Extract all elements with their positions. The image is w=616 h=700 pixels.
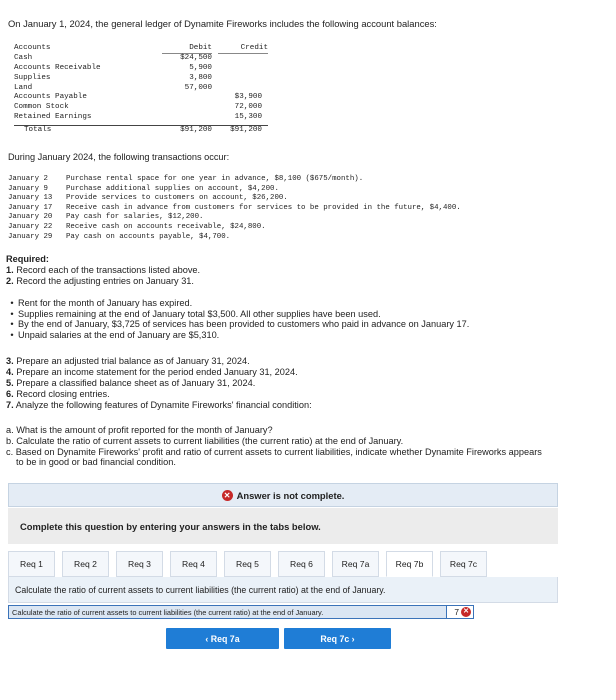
ledger-debit: 3,800 <box>189 73 212 82</box>
required-section <box>6 254 200 287</box>
transaction-row <box>8 194 461 204</box>
ledger-debit <box>162 103 212 113</box>
required-item <box>6 378 312 389</box>
ledger-debit <box>162 113 212 123</box>
adjustment-bullets <box>6 298 469 340</box>
required-num: 2. <box>6 276 14 286</box>
ledger-row <box>14 103 268 113</box>
ledger-table <box>14 44 268 135</box>
transaction-text: Receive cash in advance from customers for services to be provided in the future, $4,400. <box>66 203 461 212</box>
ledger-credit: 72,000 <box>234 103 262 112</box>
required-item <box>6 276 200 287</box>
ledger-row <box>14 84 268 94</box>
ledger-row <box>14 54 268 64</box>
transaction-date: January 22 <box>8 222 53 231</box>
ledger-row <box>14 113 268 123</box>
transactions-intro: During January 2024, the following transactions occur: <box>8 152 230 162</box>
ledger-header-credit: Credit <box>218 44 268 54</box>
required-heading: Required: <box>6 254 49 264</box>
current-ratio-input[interactable] <box>447 606 473 618</box>
ledger-row <box>14 93 268 103</box>
analyze-questions <box>6 425 542 468</box>
transaction-text: Purchase rental space for one year in advance, $8,100 ($675/month). <box>66 175 364 183</box>
tab-req-7c[interactable]: Req 7c <box>440 551 487 577</box>
tab-req-5[interactable]: Req 5 <box>224 551 271 577</box>
ledger-credit <box>212 54 262 64</box>
ledger-account-name: Cash <box>14 53 33 62</box>
required-text: Record closing entries. <box>16 389 110 399</box>
tab-req-3[interactable]: Req 3 <box>116 551 163 577</box>
answer-status-banner <box>8 483 558 507</box>
ledger-credit <box>212 84 262 94</box>
answer-status-text: Answer is not complete. <box>236 489 345 501</box>
transaction-date: January 29 <box>8 232 53 241</box>
bullet-item: • Rent for the month of January has expired. <box>10 298 193 308</box>
ledger-credit <box>212 64 262 74</box>
transaction-text: Purchase additional supplies on account, $4,200. <box>66 184 279 193</box>
ledger-totals-label: Totals <box>24 126 52 135</box>
transaction-date: January 20 <box>8 213 53 222</box>
required-item <box>6 389 312 400</box>
transaction-row <box>8 185 461 195</box>
ledger-totals-debit: $91,200 <box>180 126 212 135</box>
tab-req-4[interactable]: Req 4 <box>170 551 217 577</box>
ledger-totals-credit: $91,200 <box>230 126 262 135</box>
required-text: Prepare an adjusted trial balance as of January 31, 2024. <box>16 356 250 366</box>
tab-req-6[interactable]: Req 6 <box>278 551 325 577</box>
answer-row <box>8 605 474 619</box>
required-text: Record each of the transactions listed above. <box>16 265 201 275</box>
transaction-row <box>8 204 461 214</box>
ledger-header-accounts: Accounts <box>14 44 51 52</box>
ledger-row <box>14 74 268 84</box>
ledger-totals-row <box>14 125 268 135</box>
tab-req-7a[interactable]: Req 7a <box>332 551 379 577</box>
transaction-text: Provide services to customers on account, $26,200. <box>66 194 288 203</box>
tab-req-1[interactable]: Req 1 <box>8 551 55 577</box>
analyze-a: a. What is the amount of profit reported for the month of January? <box>6 425 273 435</box>
bullet-text: Rent for the month of January has expired. <box>18 298 193 308</box>
required-num: 6. <box>6 389 14 399</box>
required-item <box>6 265 200 276</box>
required-more <box>6 356 312 411</box>
required-text: Analyze the following features of Dynamite Fireworks' financial condition: <box>15 400 312 410</box>
required-num: 4. <box>6 367 14 377</box>
next-req-button[interactable]: Req 7c › <box>284 628 391 649</box>
incorrect-icon: ✕ <box>461 607 471 617</box>
required-item <box>6 356 312 367</box>
bullet-item: • Unpaid salaries at the end of January are $5,310. <box>10 329 220 340</box>
ledger-row <box>14 64 268 74</box>
ledger-account-name: Common Stock <box>14 103 69 112</box>
transaction-text: Pay cash on accounts payable, $4,700. <box>66 232 231 241</box>
transaction-row <box>8 213 461 223</box>
ledger-header <box>14 44 268 54</box>
required-num: 7. <box>6 400 14 410</box>
ledger-debit: 57,000 <box>184 83 212 92</box>
ledger-credit: 15,300 <box>234 113 262 122</box>
bullet-item: • By the end of January, $3,725 of services has been provided to customers who paid in advance on January 17. <box>10 319 470 330</box>
ledger-debit: 5,900 <box>189 63 212 72</box>
req-tabs <box>8 551 558 577</box>
transaction-row <box>8 223 461 233</box>
ledger-account-name: Accounts Payable <box>14 93 87 102</box>
panel-title: Calculate the ratio of current assets to current liabilities (the current ratio) at the end of January. <box>15 584 386 595</box>
transaction-date: January 17 <box>8 203 53 212</box>
required-text: Prepare a classified balance sheet as of January 31, 2024. <box>16 378 256 388</box>
answer-value: 7 <box>454 607 459 617</box>
prev-req-button[interactable]: ‹ Req 7a <box>166 628 279 649</box>
analyze-c: c. Based on Dynamite Fireworks' profit and ratio of current assets to current liabilities, indicate whether Dynamite Fireworks appears <box>6 446 542 457</box>
ledger-debit <box>162 93 212 103</box>
intro-text: On January 1, 2024, the general ledger of Dynamite Fireworks includes the following account balances: <box>8 18 437 29</box>
bullet-text: By the end of January, $3,725 of services has been provided to customers who paid in advance on January 17. <box>18 319 470 330</box>
tab-req-2[interactable]: Req 2 <box>62 551 109 577</box>
bullet-text: Unpaid salaries at the end of January are $5,310. <box>18 329 220 340</box>
bullet-item: • Supplies remaining at the end of January total $3,500. All other supplies have been used. <box>10 308 381 319</box>
ledger-credit <box>212 74 262 84</box>
analyze-b: b. Calculate the ratio of current assets to current liabilities (the current ratio) at the end of January. <box>6 435 404 446</box>
required-num: 3. <box>6 356 14 366</box>
required-num: 5. <box>6 378 14 388</box>
tab-req-7b[interactable]: Req 7b <box>386 551 433 577</box>
bullet-text: Supplies remaining at the end of January total $3,500. All other supplies have been used. <box>18 308 381 319</box>
required-text: Prepare an income statement for the period ended January 31, 2024. <box>16 367 298 377</box>
ledger-account-name: Land <box>14 83 33 92</box>
tab-panel-header <box>8 577 558 603</box>
transaction-text: Pay cash for salaries, $12,200. <box>66 213 204 222</box>
ledger-header-debit: Debit <box>162 44 212 54</box>
required-num: 1. <box>6 265 14 275</box>
ledger-credit: $3,900 <box>234 93 262 102</box>
required-item <box>6 400 312 411</box>
transaction-row <box>8 233 461 243</box>
error-icon: ✕ <box>222 490 233 501</box>
required-text: Record the adjusting entries on January 31. <box>16 276 194 286</box>
transactions-list <box>8 175 461 242</box>
ledger-account-name: Supplies <box>14 73 51 82</box>
transaction-date: January 13 <box>8 194 53 203</box>
analyze-c-continued: to be in good or bad financial condition. <box>16 457 176 468</box>
transaction-row <box>8 175 461 185</box>
required-item <box>6 367 312 378</box>
ledger-debit: $24,500 <box>180 53 212 62</box>
answer-label: Calculate the ratio of current assets to current liabilities (the current ratio) at the end of January. <box>9 606 447 618</box>
transaction-date: January 2 <box>8 175 48 183</box>
transaction-text: Receive cash on accounts receivable, $24,800. <box>66 222 266 231</box>
transaction-date: January 9 <box>8 184 48 193</box>
ledger-account-name: Retained Earnings <box>14 113 92 122</box>
instructions-text: Complete this question by entering your answers in the tabs below. <box>20 520 321 532</box>
instructions-box <box>8 508 558 544</box>
ledger-account-name: Accounts Receivable <box>14 63 101 72</box>
